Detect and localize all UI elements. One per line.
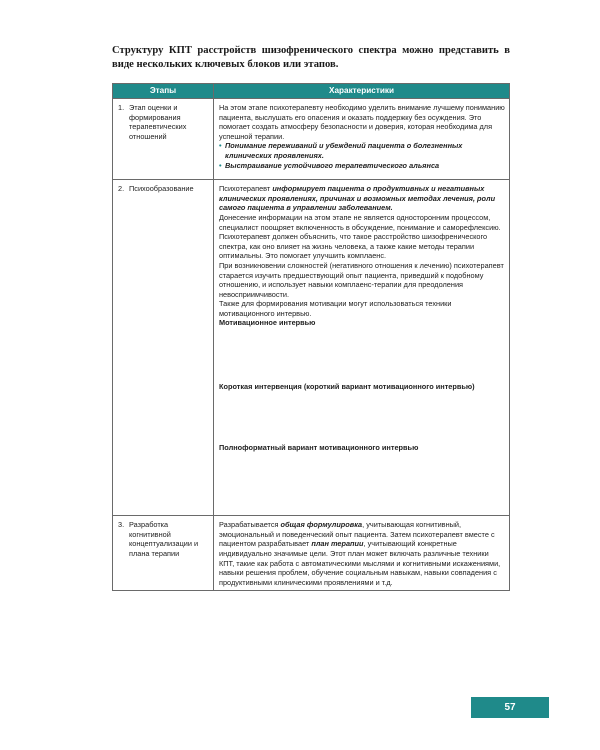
text-run: , учитывающий конкретные индивидуально значимые цели. Этот план может включать различные техники КПТ, такие как работа с автоматическими мыслями и когнитивными искажениями, навыки решения проблем, обучение социальным навыкам, навыки совпадения с продуктивными клиническими проявлениями и т.д.	[219, 539, 501, 587]
characteristics-paragraph: Также для формирования мотивации могут использоваться техники мотивационного интервью.	[219, 299, 452, 318]
subheading: Мотивационное интервью	[219, 318, 316, 328]
stage-name: Этап оценки и формирования терапевтических отношений	[129, 103, 187, 141]
characteristics-paragraph: При возникновении сложностей (негативного отношения к лечению) психотерапевт старается изучить предшествующий опыт пациента, приведший к подобному отношению, и использует навыки комплаенс-терапии для преодоления невосприимчивости.	[219, 260, 504, 299]
characteristics-cell	[214, 99, 510, 180]
stage-name: Психообразование	[129, 184, 194, 194]
column-header-stages: Этапы	[113, 84, 214, 99]
text-run: Разрабатывается	[219, 520, 281, 530]
subheading: Короткая интервенция (короткий вариант мотивационного интервью)	[219, 382, 475, 392]
bullet-item	[219, 141, 505, 160]
empty-space	[219, 452, 505, 512]
text-emphasis: план терапии	[311, 539, 364, 549]
text-run: , учитывающая когнитивный, эмоциональный и поведенческий опыт пациента. Затем психотерапевт вместе с пациентом разрабатывает	[219, 520, 495, 549]
stage-number: 2.	[118, 184, 125, 194]
paragraph-lead: Психотерапевт	[219, 184, 273, 194]
bullet-icon: •	[219, 160, 222, 170]
empty-space	[219, 328, 505, 382]
bullet-text: Понимание переживаний и убеждений пациента о болезненных клинических проявлениях.	[225, 141, 463, 160]
stage-cell	[113, 516, 214, 591]
bullet-text: Выстраивание устойчивого терапевтического альянса	[225, 160, 440, 170]
stages-table	[112, 83, 510, 591]
characteristics-paragraph	[219, 520, 505, 587]
stage-number: 3.	[118, 520, 125, 530]
intro-text: Структуру КПТ расстройств шизофренического спектра можно представить в виде нескольких ключевых блоков или этапов.	[112, 45, 510, 70]
characteristics-paragraph: Психотерапевт должен объяснить, что такое расстройство шизофренического спектра, как оно влияет на жизнь человека, а также какие методы терапии оптимальны. Это помогает улучшить комплаенс.	[219, 232, 488, 261]
subheading: Полноформатный вариант мотивационного интервью	[219, 442, 419, 452]
characteristics-cell	[214, 180, 510, 516]
bullet-item	[219, 161, 505, 171]
stage-cell	[113, 99, 214, 180]
empty-space	[219, 392, 505, 443]
page-number: 57	[504, 702, 516, 713]
table-row	[113, 99, 510, 180]
characteristics-paragraph	[219, 184, 505, 213]
paragraph-emphasis: информирует пациента о продуктивных и негативных клинических проявлениях, причинах и возможных методах лечения, роли самого пациента в управлении заболеванием.	[219, 184, 496, 213]
text-emphasis: общая формулировка	[280, 520, 363, 530]
stage-number: 1.	[118, 103, 125, 112]
table-row	[113, 516, 510, 591]
stage-name: Разработка когнитивной концептуализации и плана терапии	[129, 520, 199, 559]
characteristics-cell	[214, 516, 510, 591]
characteristics-paragraph: Донесение информации на этом этапе не является односторонним процессом, специалист поощряет включенность в обсуждение, понимание и саморефлексию.	[219, 212, 501, 232]
table-header-row	[113, 84, 510, 99]
page-number-tab	[471, 697, 549, 718]
table-row	[113, 180, 510, 516]
bullet-icon: •	[219, 141, 222, 151]
column-header-characteristics: Характеристики	[214, 84, 510, 99]
characteristics-text: На этом этапе психотерапевту необходимо уделить внимание лучшему пониманию пациента, выслушать его опасения и оказать поддержку без осуждения. Это помогает создать атмосферу безопасности и доверия, которая необходима для успешной терапии.	[219, 103, 505, 141]
stage-cell	[113, 180, 214, 516]
